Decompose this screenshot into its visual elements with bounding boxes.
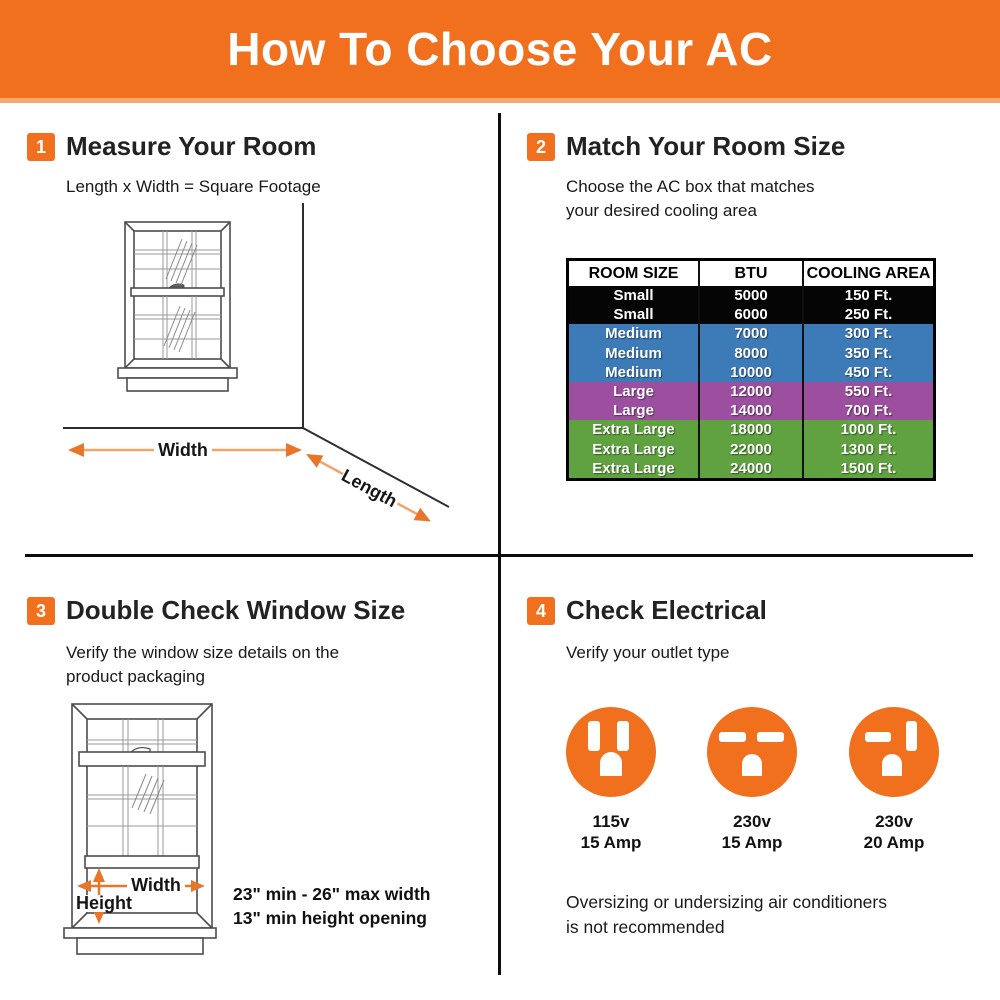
table-row: Medium 8000 350 Ft.	[569, 344, 933, 363]
step1-measure-room-section	[0, 103, 500, 555]
window-open-icon	[64, 704, 216, 954]
outlet-230v-20amp	[832, 706, 956, 853]
column-header-btu: BTU	[698, 261, 802, 286]
table-row: Small 6000 250 Ft.	[569, 305, 933, 324]
step1-number-badge: 1	[27, 133, 55, 161]
table-row: Large 14000 700 Ft.	[569, 401, 933, 420]
window-height-label: Height	[76, 893, 132, 913]
table-row: Extra Large 18000 1000 Ft.	[569, 420, 933, 439]
outlet-230v-15amp	[690, 706, 814, 853]
step3-subtitle: Verify the window size details on the product packaging	[66, 643, 340, 686]
room-corner-lines	[63, 203, 449, 507]
room-measurement-illustration	[0, 103, 500, 555]
step4-number-badge: 4	[527, 597, 555, 625]
table-row: Medium 7000 300 Ft.	[569, 324, 933, 343]
outlet-230v-20amp-icon	[848, 706, 940, 798]
outlet-label: 115v 15 Amp	[580, 812, 642, 852]
table-row: Small 5000 150 Ft.	[569, 286, 933, 305]
window-size-specs: 23" min - 26" max width 13" min height opening	[233, 884, 431, 928]
table-row: Extra Large 22000 1300 Ft.	[569, 440, 933, 459]
column-header-room-size: ROOM SIZE	[588, 264, 679, 282]
step4-check-electrical-section	[500, 556, 1000, 1000]
step3-title: Double Check Window Size	[66, 595, 406, 625]
step2-number-badge: 2	[527, 133, 555, 161]
step2-match-room-size-section	[500, 103, 1000, 555]
table-row: Extra Large 24000 1500 Ft.	[569, 459, 933, 478]
outlet-label: 230v 20 Amp	[863, 812, 925, 852]
column-header-cooling-area: COOLING AREA	[802, 261, 933, 286]
outlet-230v-15amp-icon	[706, 706, 798, 798]
table-header-row	[569, 261, 933, 286]
page-title: How To Choose Your AC	[227, 23, 773, 75]
table-row: Medium 10000 450 Ft.	[569, 363, 933, 382]
sizing-note: Oversizing or undersizing air conditioners is not recommended	[566, 892, 887, 937]
btu-sizing-table	[566, 258, 936, 481]
table-body	[569, 286, 933, 478]
step2-subtitle: Choose the AC box that matches your desired cooling area	[566, 177, 815, 220]
outlet-115v-15amp-icon	[565, 706, 657, 798]
table-row: Large 12000 550 Ft.	[569, 382, 933, 401]
length-label: Length	[338, 465, 401, 512]
outlet-label: 230v 15 Amp	[721, 812, 783, 852]
window-closed-icon	[118, 222, 237, 391]
step4-title: Check Electrical	[566, 595, 767, 625]
outlet-115v-15amp	[549, 706, 673, 853]
step2-title: Match Your Room Size	[566, 131, 846, 161]
width-label: Width	[158, 440, 208, 460]
step3-window-size-section	[0, 556, 500, 1000]
step1-title: Measure Your Room	[66, 131, 317, 161]
window-width-label: Width	[131, 875, 181, 895]
step1-subtitle: Length x Width = Square Footage	[66, 177, 321, 196]
title-banner	[0, 0, 1000, 103]
step3-number-badge: 3	[27, 597, 55, 625]
step4-subtitle: Verify your outlet type	[566, 643, 730, 662]
